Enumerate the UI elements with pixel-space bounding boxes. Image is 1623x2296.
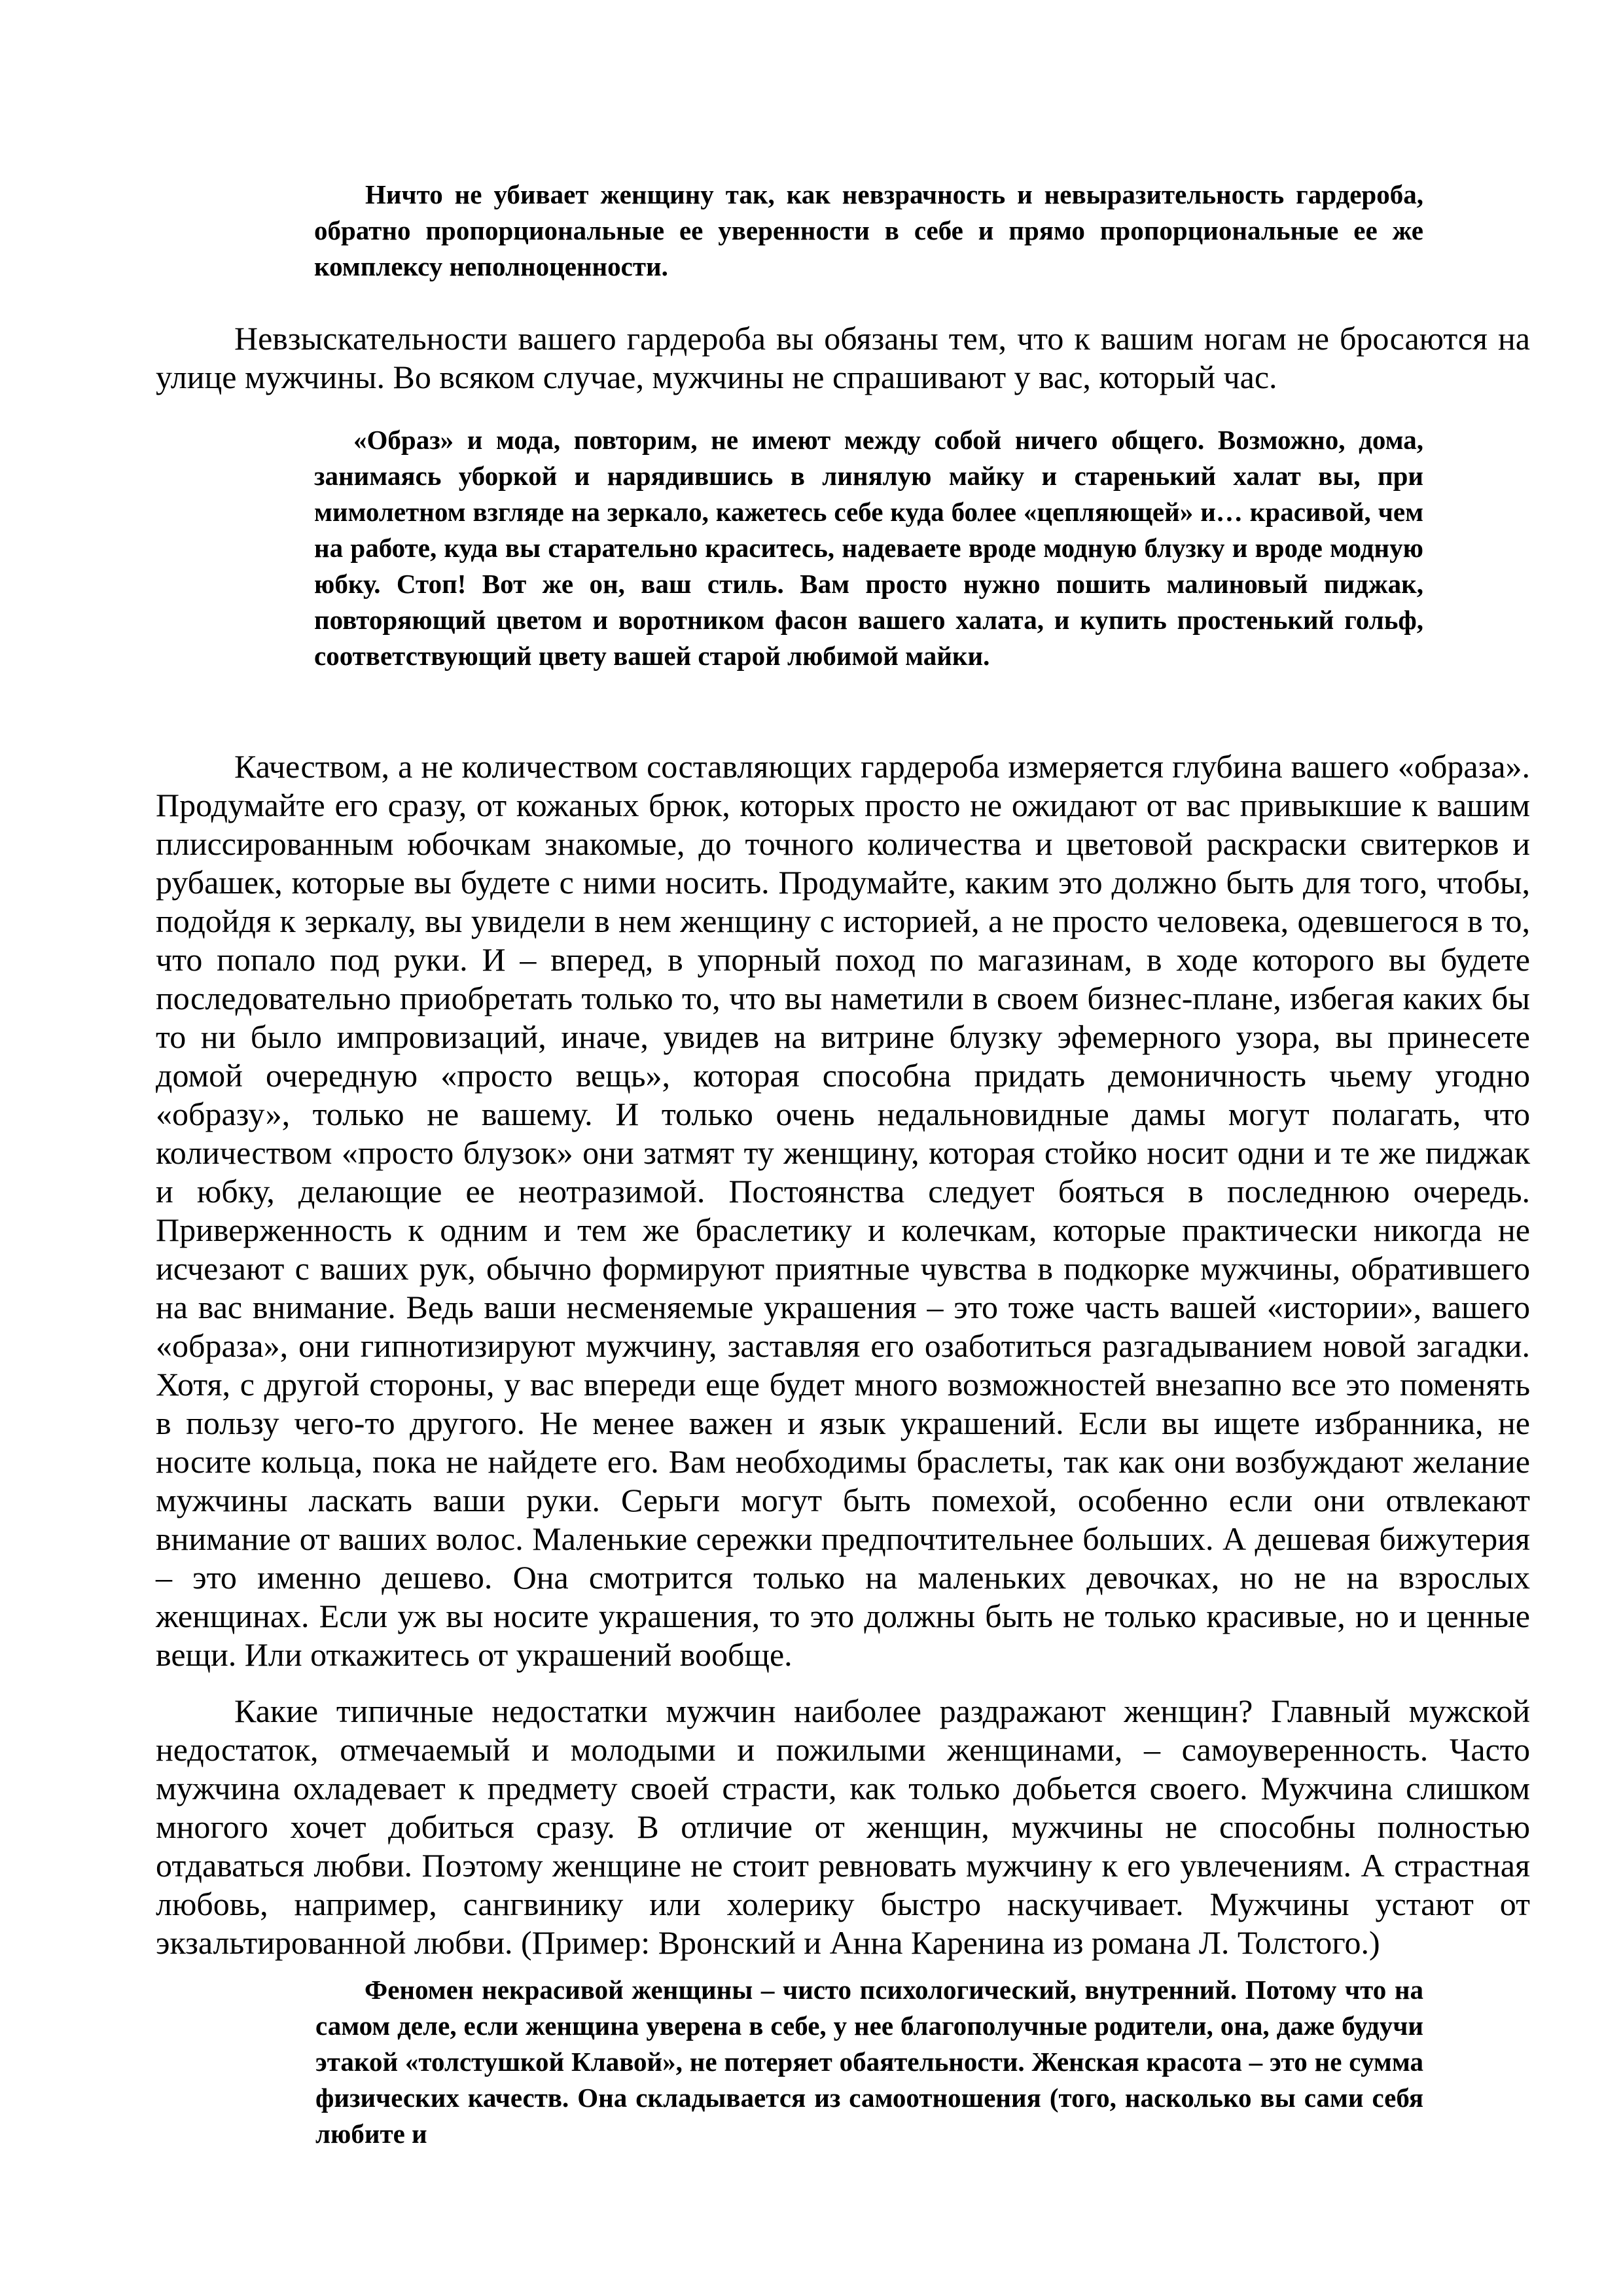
bold-quote-unattractive-woman: Феномен некрасивой женщины – чисто психологический, внутренний. Потому что на самом деле, если женщина уверена в себе, у нее благополучные родители, она, даже будучи этакой «толстушкой Клавой», не потеряет обаятельности. Женская красота – это не сумма физических качеств. Она складывается из самоотношения (того, насколько вы сами себя любите и: [315, 1975, 1423, 2149]
bold-quote-wardrobe: Ничто не убивает женщину так, как невзрачность и невыразительность гардероба, обратно пропорциональные ее уверенности в себе и прямо пропорциональные ее же комплексу неполноценности.: [314, 179, 1423, 281]
paragraph-men-shortcomings: Какие типичные недостатки мужчин наиболее раздражают женщин? Главный мужской недостаток, отмечаемый и молодыми и пожилыми женщинами, – самоуверенность. Часто мужчина охладевает к предмету своей страсти, как только добьется своего. Мужчина слишком многого хочет добиться сразу. В отличие от женщин, мужчины не способны полностью отдаваться любви. Поэтому женщине не стоит ревновать мужчину к его увлечениям. А страстная любовь, например, сангвинику или холерику быстро наскучивает. Мужчины устают от экзальтированной любви. (Пример: Вронский и Анна Каренина из романа Л. Толстого.): [156, 1693, 1530, 1961]
paragraph-wardrobe-men: Невзыскательности вашего гардероба вы обязаны тем, что к вашим ногам не бросаются на улице мужчины. Во всяком случае, мужчины не спрашивают у вас, который час.: [156, 320, 1530, 395]
bold-quote-image-and-fashion: «Образ» и мода, повторим, не имеют между собой ничего общего. Возможно, дома, занимаясь уборкой и нарядившись в линялую майку и старенький халат вы, при мимолетном взгляде на зеркало, кажетесь себе куда более «цепляющей» и… красивой, чем на работе, куда вы старательно краситесь, надеваете вроде модную блузку и вроде модную юбку. Стоп! Вот же он, ваш стиль. Вам просто нужно пошить малиновый пиджак, повторяющий цветом и воротником фасон вашего халата, и купить простенький гольф, соответствующий цвету вашей старой любимой майки.: [314, 425, 1423, 671]
paragraph-quality-of-wardrobe: Качеством, а не количеством составляющих гардероба измеряется глубина вашего «образа». Продумайте его сразу, от кожаных брюк, которых просто не ожидают от вас привыкшие к вашим плиссированным юбочкам знакомые, до точного количества и цветовой раскраски свитерков и рубашек, которые вы будете с ними носить. Продумайте, каким это должно быть для того, чтобы, подойдя к зеркалу, вы увидели в нем женщину с историей, а не просто человека, одевшегося в то, что попало под руки. И – вперед, в упорный поход по магазинам, в ходе которого вы будете последовательно приобретать только то, что вы наметили в своем бизнес-плане, избегая каких бы то ни было импровизаций, иначе, увидев на витрине блузку эфемерного узора, вы принесете домой очередную «просто вещь», которая способна придать демоничность чьему угодно «образу», только не вашему. И только очень недальновидные дамы могут полагать, что количеством «просто блузок» они затмят ту женщину, которая стойко носит одни и те же пиджак и юбку, делающие ее неотразимой. Постоянства следует бояться в последнюю очередь. Приверженность к одним и тем же браслетику и колечкам, которые практически никогда не исчезают с ваших рук, обычно формируют приятные чувства в подкорке мужчины, обратившего на вас внимание. Ведь ваши несменяемые украшения – это тоже часть вашей «истории», вашего «образа», они гипнотизируют мужчину, заставляя его озаботиться разгадыванием новой загадки. Хотя, с другой стороны, у вас впереди еще будет много возможностей внезапно все это поменять в пользу чего-то другого. Не менее важен и язык украшений. Если вы ищете избранника, не носите кольца, пока не найдете его. Вам необходимы браслеты, так как они возбуждают желание мужчины ласкать ваши руки. Серьги могут быть помехой, особенно если они отвлекают внимание от ваших волос. Маленькие сережки предпочтительнее больших. А дешевая бижутерия – это именно дешево. Она смотрится только на маленьких девочках, но не на взрослых женщинах. Если уж вы носите украшения, то это должны быть не только красивые, но и ценные вещи. Или откажитесь от украшений вообще.: [156, 748, 1530, 1673]
